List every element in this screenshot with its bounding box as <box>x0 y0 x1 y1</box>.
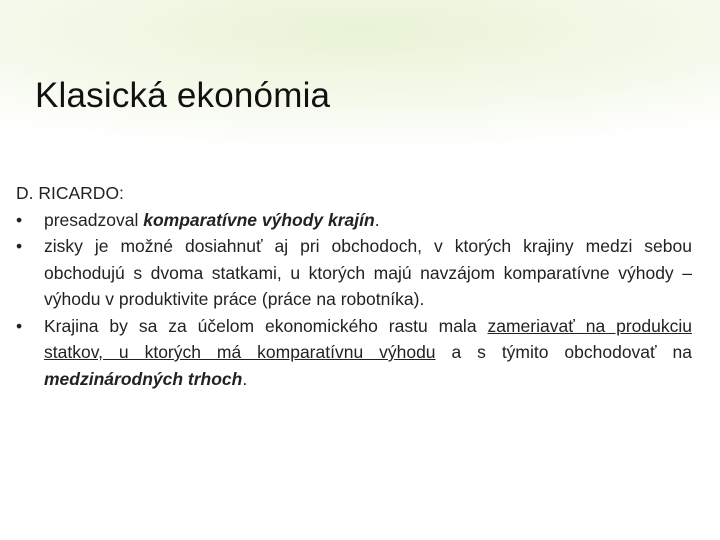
bullet-3-mid: a s týmito obchodovať na <box>435 342 692 362</box>
bullet-1-text: presadzoval <box>44 209 144 230</box>
bullet-item-2 <box>16 233 692 313</box>
bullet-1-end: . <box>374 209 380 230</box>
bullet-icon: • <box>16 209 23 230</box>
bullet-3-end: . <box>242 368 248 389</box>
bullet-item-3 <box>16 313 692 393</box>
section-heading: D. RICARDO: <box>16 183 124 203</box>
bullet-1-emphasis: komparatívne výhody krajín <box>143 209 375 230</box>
bullet-list <box>16 207 692 393</box>
bullet-icon: • <box>16 315 23 336</box>
slide-body <box>16 180 692 392</box>
bullet-item-1 <box>16 207 692 234</box>
slide-title: Klasická ekonómia <box>35 76 331 115</box>
bullet-icon: • <box>16 236 23 256</box>
bullet-2-text: zisky je možné dosiahnuť aj pri obchodoch, v ktorých krajiny medzi sebou obchodujú s dvoma statkami, u ktorých majú navzájom komparatívne výhody – výhodu v produktivite práce (práce na robotníka). <box>44 236 692 309</box>
bullet-3-text: Krajina by sa za účelom ekonomického rastu mala <box>44 315 488 336</box>
bullet-3-emphasis: medzinárodných trhoch <box>44 368 243 389</box>
bullet-3-underlined: zameriavať na produkciu statkov, u ktorých má komparatívnu výhodu <box>44 315 692 362</box>
